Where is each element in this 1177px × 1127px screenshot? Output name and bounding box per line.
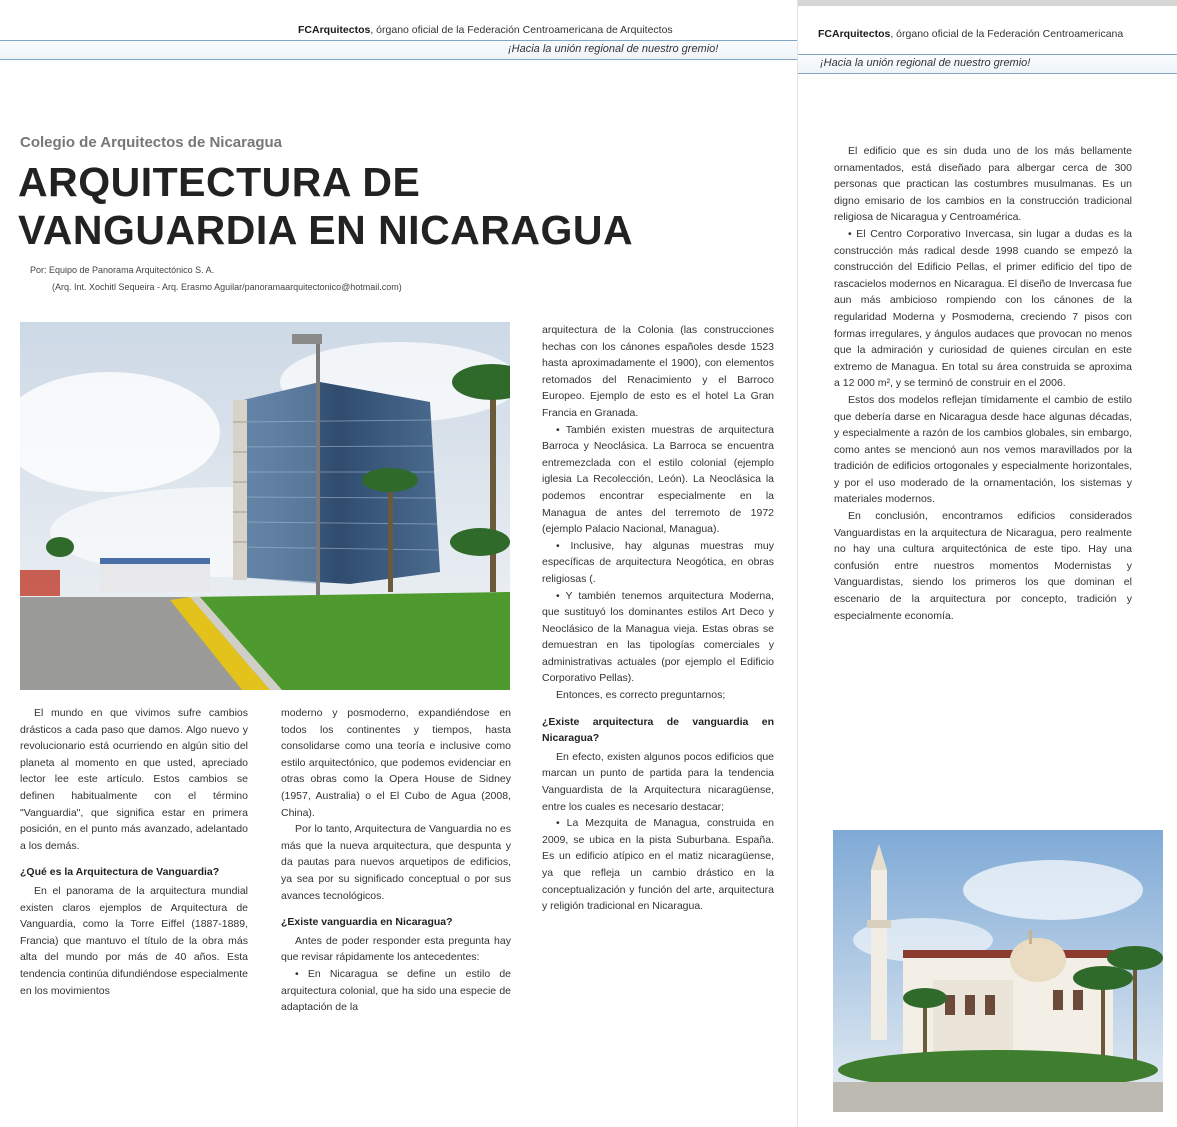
slogan-text: ¡Hacia la unión regional de nuestro gremio!: [508, 43, 719, 55]
right-paragraph-3: Estos dos modelos reflejan tímidamente el cambio de estilo que debería darse en Nicaragua desde hace algunas décadas, y especialmente a razón de los cambios globales, sin embargo, como antes se mencionó aun nos vemos maravillados por la tradición de edificios ortogonales y especialmente horizontales, y por el uso moderado de la ornamentación, los sistemas y materiales modernos.: [834, 393, 1132, 506]
masthead-text: , órgano oficial de la Federación Centroamericana de Arquitectos: [370, 24, 673, 36]
right-paragraph-2: • El Centro Corporativo Invercasa, sin lugar a dudas es la construcción más radical desde 1998 cuando se empezó la construcción del Edificio Pellas, el primer edificio del tipo de rascacielos modernos en Nicaragua. El diseño de Invercasa fue aun más ambicioso rompiendo con los cánones de la regularidad Moderna y Posmoderna, creciendo 7 pisos con formas irregulares, y ángulos audaces que provocan no menos que la admiración y curiosidad de quienes circulan en este extremo de Managua. En total su área construida se aproxima a 12 000 m², y se terminó de construir en el 2006.: [834, 227, 1132, 390]
mosque-photo-illustration: [833, 830, 1163, 1112]
column-1-paragraph: El mundo en que vivimos sufre cambios drásticos a cada paso que damos. Algo nuevo y revolucionario está ocurriendo en algún sitio del planeta al momento en que usted, apreciado lector lee este artículo. Estos cambios se definen habitualmente con el término "Vanguardia", que significa estar en primera posición, en el punto más avanzado, adelantado a los demás.: [20, 707, 248, 852]
column-1b-paragraph: En el panorama de la arquitectura mundial existen claros ejemplos de Arquitectura de Vanguardia, como la Torre Eiffel (1887-1889, Francia) que mantuvo el título de la obra más alta del mundo por más de 40 años. Esta tendencia continúa difundiéndose especialmente en los movimientos: [20, 884, 248, 997]
right-paragraph-4: En conclusión, encontramos edificios considerados Vanguardistas en la arquitectura de Nicaragua, pero realmente no hay una cultura arquitectónica de este tipo. Hay una confusión entre nuestros momentos Modernistas y Vanguardistas, siendo los primeros los que dominan el escenario de la arquitectura por concepto, tradición y especialmente economía.: [834, 510, 1132, 622]
invercasa-building-photo: [20, 322, 510, 690]
column-3-subheading: ¿Existe arquitectura de vanguardia en Nicaragua?: [542, 715, 774, 745]
slogan-text-right: ¡Hacia la unión regional de nuestro gremio!: [820, 57, 1031, 69]
slogan-bar: [0, 40, 797, 60]
column-3b-paragraph-1: En efecto, existen algunos pocos edificios que marcan un punto de partida para la tendencia Vanguardista de la Arquitectura nicaragüense, entre los cuales es necesario destacar;: [542, 750, 774, 813]
column-3-paragraph-3: • Inclusive, hay algunas muestras muy específicas de arquitectura Neogótica, en obras religiosas (.: [542, 539, 774, 585]
column-2-paragraph-2: Por lo tanto, Arquitectura de Vanguardia no es más que la nueva arquitectura, que despunta y da pautas para nuevos arquetipos de edificios, ya sea por su significado conceptual o por sus avances tecnológicos.: [281, 823, 511, 902]
masthead-text-right: , órgano oficial de la Federación Centroamericana: [890, 28, 1124, 40]
right-magazine-page: [797, 0, 1177, 1127]
right-paragraph-1: El edificio que es sin duda uno de los más bellamente ornamentados, está diseñado para albergar cerca de 300 personas que practican las costumbres musulmanas. Es un digno emisario de los cambios en la construcción tradicional religiosa de Nicaragua y Centroamérica.: [834, 145, 1132, 224]
right-article-column: [834, 143, 1132, 624]
byline-authors: Por: Equipo de Panorama Arquitectónico S. A.: [30, 265, 215, 275]
column-1-subheading: ¿Qué es la Arquitectura de Vanguardia?: [20, 866, 220, 879]
title-line-2: VANGUARDIA EN NICARAGUA: [18, 207, 634, 253]
column-3-paragraph-2: • También existen muestras de arquitectura Barroca y Neoclásica. La Barroca se encuentra entremezclada con el estilo colonial (ejemplo iglesia La Recolección, León). La Neoclásica la podemos encontrar especialmente en la Managua de antes del terremoto de 1972 (ejemplo Palacio Nacional, Managua).: [542, 423, 774, 536]
column-3-paragraph-1: arquitectura de la Colonia (las construcciones hechas con los cánones españoles desde 1523 hasta aproximadamente el 1900), con elementos retomados del Renacimiento y el Barroco Europeo. Ejemplo de esto es el hotel La Gran Francia en Granada.: [542, 324, 774, 419]
masthead-line-right: [818, 28, 1123, 40]
article-column-2: [281, 705, 511, 1016]
column-2-paragraph-1: moderno y posmoderno, expandiéndose en todos los continentes y tiempos, hasta consolidarse como una teoría e inclusive como estilo arquitectónico, que podemos evidenciar en otras obras como la Opera House de Sidney (1957, Australia) o el El Cubo de Agua (2008, China).: [281, 707, 511, 819]
masthead-line: [298, 24, 673, 36]
column-3-paragraph-5: Entonces, es correcto preguntarnos;: [556, 689, 726, 702]
masthead-brand: FCArquitectos: [298, 24, 371, 36]
invercasa-photo-illustration: [20, 322, 510, 690]
article-column-1: [20, 705, 248, 999]
byline-contact: (Arq. Int. Xochitl Sequeira - Arq. Erasmo Aguilar/panoramaarquitectonico@hotmail.com): [52, 282, 402, 292]
section-kicker: Colegio de Arquitectos de Nicaragua: [20, 134, 282, 151]
title-line-1: ARQUITECTURA DE: [18, 159, 421, 205]
column-2b-paragraph-2: • En Nicaragua se define un estilo de arquitectura colonial, que ha sido una especie de adaptación de la: [281, 967, 511, 1014]
slogan-bar-right: [798, 54, 1177, 74]
column-2b-paragraph-1: Antes de poder responder esta pregunta hay que revisar rápidamente los antecedentes:: [281, 934, 511, 964]
column-3-paragraph-4: • Y también tenemos arquitectura Moderna, que sustituyó los dominantes estilos Art Deco y Neoclásico de la Managua vieja. Estas obras se demuestran en las tipologías comerciales y administrativas actuales (por ejemplo el Edificio Corporativo Pellas).: [542, 589, 774, 685]
managua-mosque-photo: [833, 830, 1163, 1112]
column-3b-paragraph-2: • La Mezquita de Managua, construida en 2009, se ubica en la pista Suburbana. España. Es un edificio atípico en el matiz nicaragüense, ya que refleja un cambio drástico en la conceptualización y función del arte, arquitectura y religión tradicional en Nicaragua.: [542, 817, 774, 913]
column-2-subheading: ¿Existe vanguardia en Nicaragua?: [281, 916, 453, 929]
masthead-brand-right: FCArquitectos: [818, 28, 891, 40]
article-column-3: [542, 322, 774, 915]
article-title: [18, 158, 633, 254]
